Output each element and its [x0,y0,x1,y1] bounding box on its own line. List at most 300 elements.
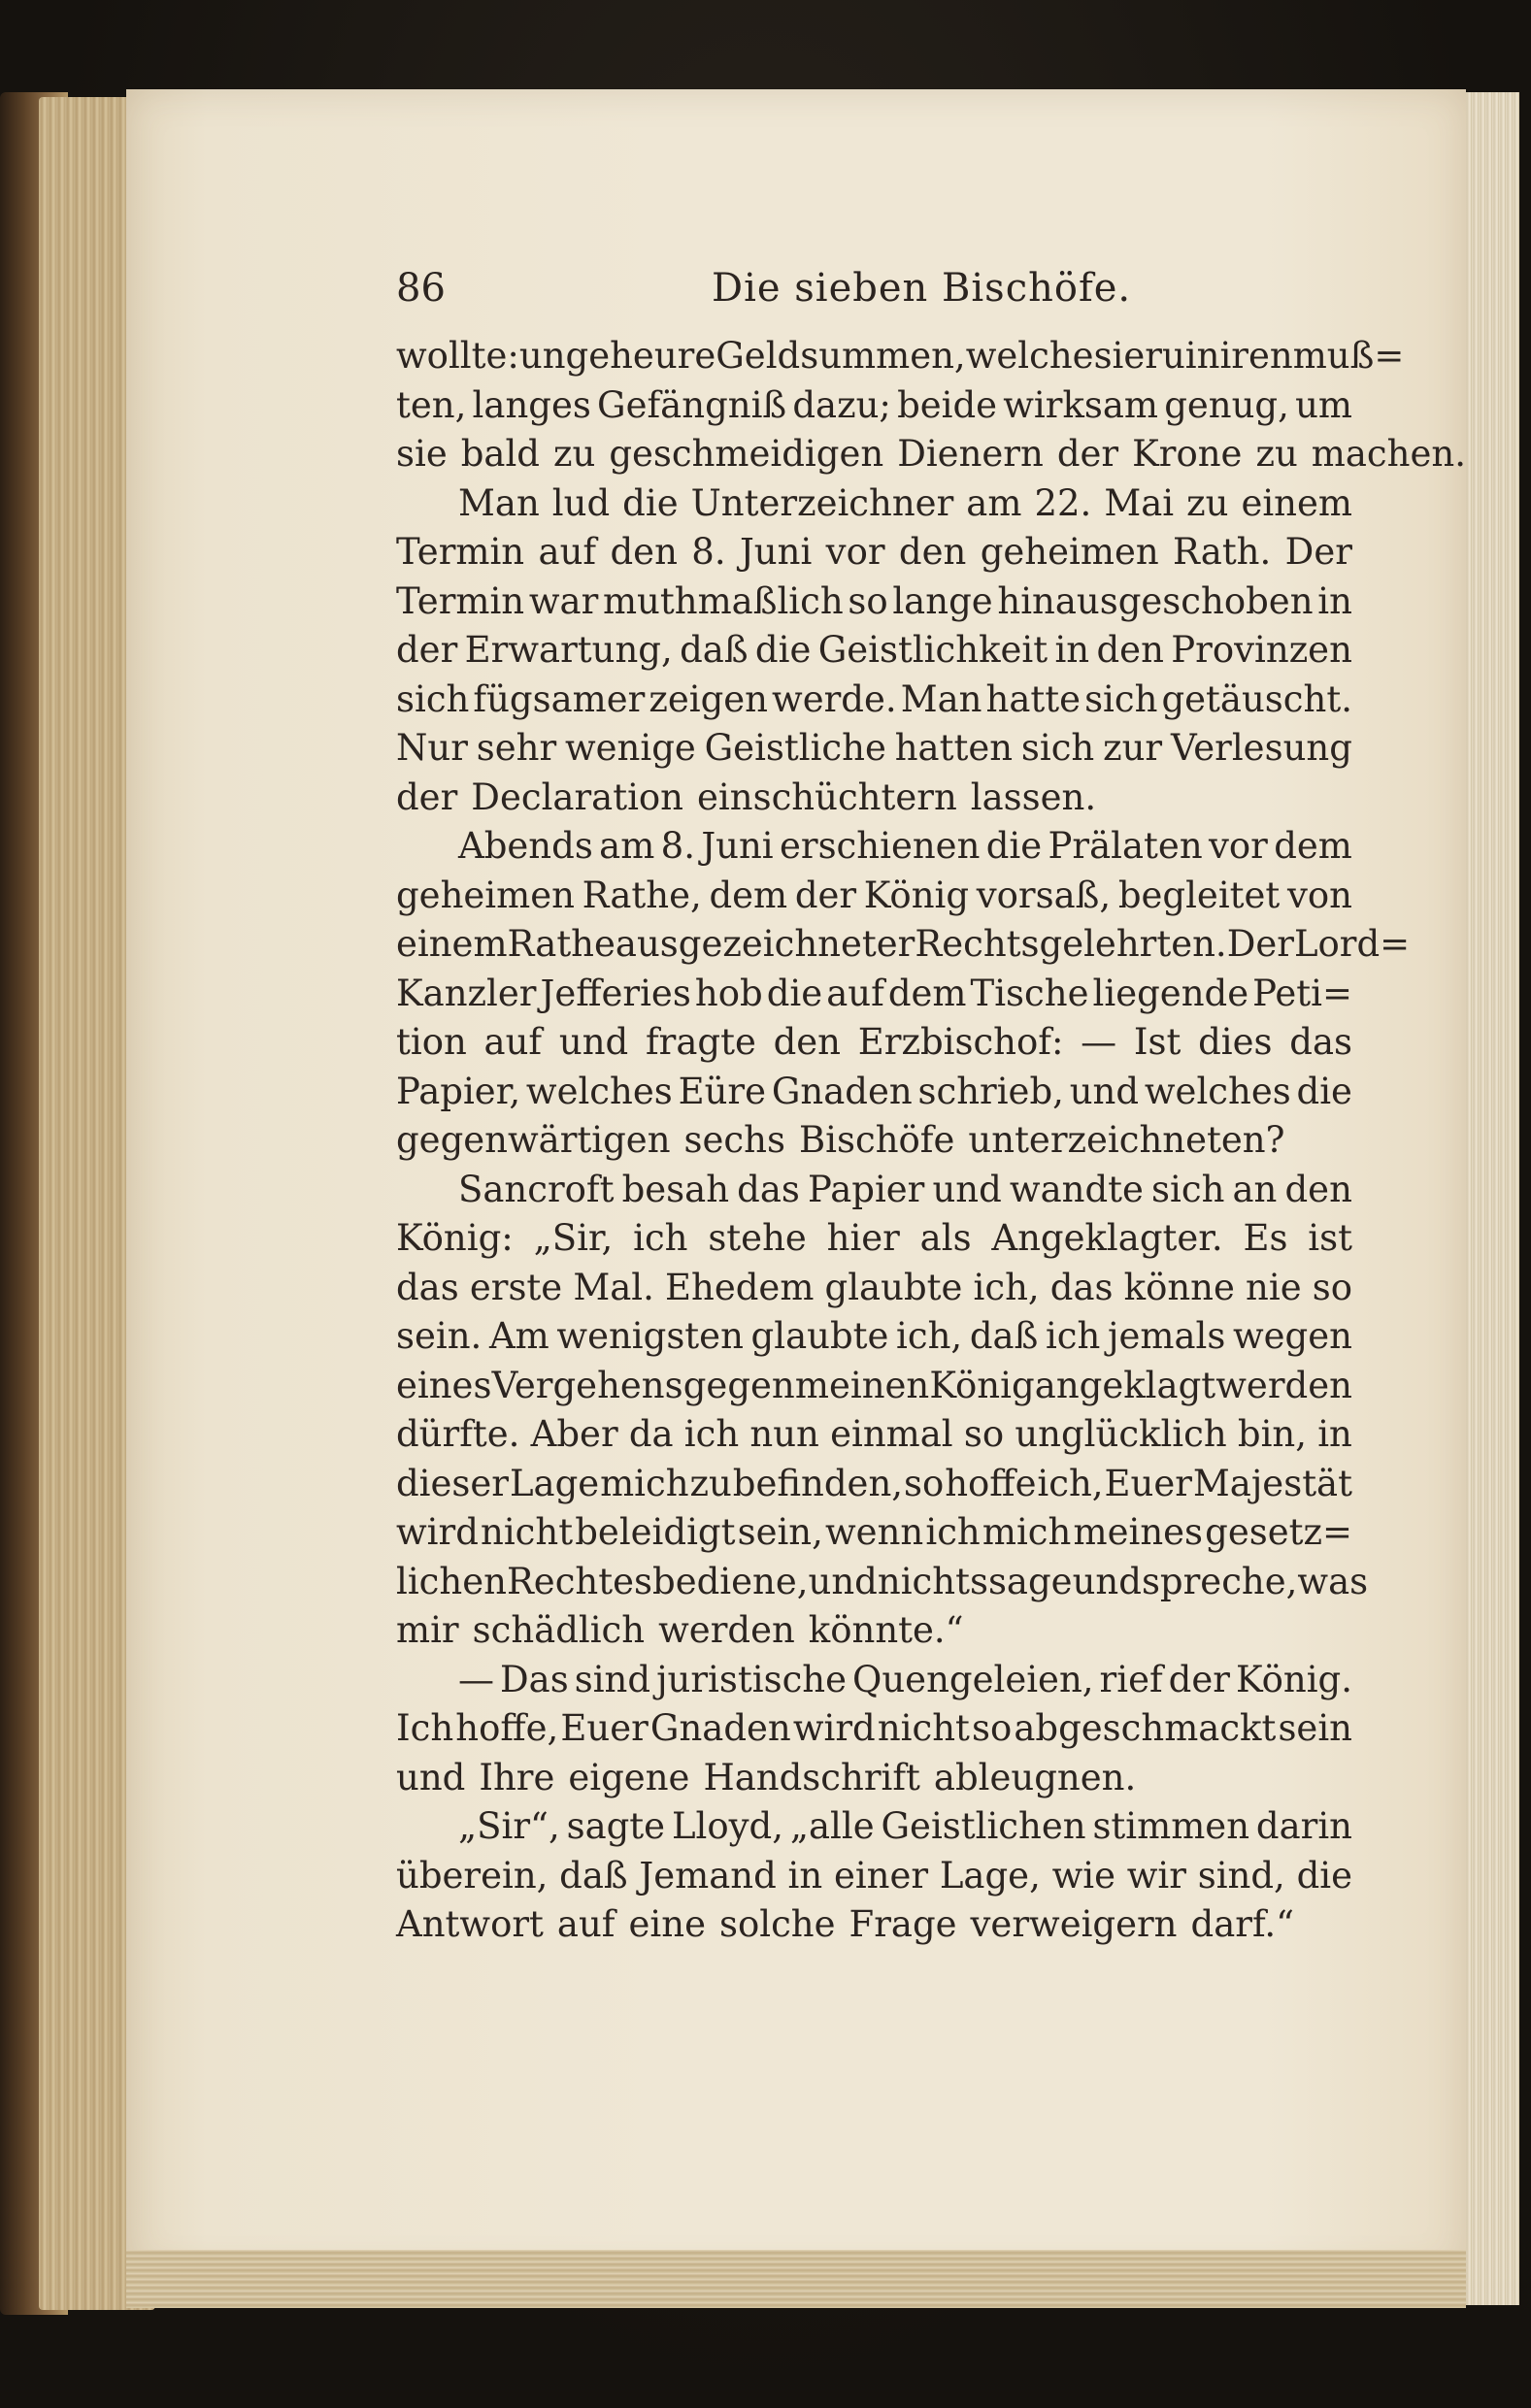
word: unglücklich [1015,1413,1227,1455]
word: dieser [396,1462,509,1504]
word: werden [658,1609,795,1651]
word: solche [718,1903,836,1945]
word: meinen [794,1364,930,1406]
word: sich [1151,1168,1225,1210]
word: in [1054,629,1090,671]
word: wird [792,1707,876,1749]
word: Quengeleien, [852,1658,1094,1700]
word: ich [633,1217,688,1259]
word: dazu; [792,383,891,426]
word: Mal. [573,1266,654,1308]
word: König [863,874,970,916]
text-line [396,1312,1352,1362]
word: Kanzler [396,972,537,1014]
page-stack-bottom [126,2250,1466,2308]
word: einmal [830,1413,953,1455]
word: Peti= [1252,972,1352,1014]
word: schädlich [472,1609,646,1651]
text-line [396,577,1352,627]
word: eigene [568,1756,690,1798]
word: sein, [737,1511,823,1553]
page-number: 86 [396,266,446,311]
text-line [396,822,1352,872]
word: beide [897,383,998,426]
word: Man [458,481,540,524]
word: welches [525,1070,673,1112]
text-line [396,1900,1352,1950]
word: Tische [970,972,1089,1014]
word: hatte [985,677,1082,720]
word: langes [472,383,591,426]
word: ich, [896,1315,963,1357]
text-line [396,528,1352,577]
word: — [1081,1021,1117,1063]
word: sage [987,1560,1073,1602]
word: gegenwärtigen [396,1119,671,1161]
word: die [1296,1854,1352,1897]
word: ist [1308,1217,1352,1259]
word: Angeklagter. [991,1217,1223,1259]
word: Jemand [639,1854,777,1897]
word: der [794,874,857,916]
word: vor [825,531,885,573]
word: Erzbischof: [857,1021,1064,1063]
word: mich [600,1462,689,1504]
word: Geistliche [704,727,886,769]
word: der [1168,1658,1230,1700]
word: Lord= [1293,923,1411,965]
word: dem [1274,825,1352,867]
text-line [396,1116,1352,1166]
word: als [919,1217,972,1259]
word: ich [925,1511,981,1553]
word: König [929,1364,1035,1406]
word: Erwartung, [464,629,673,671]
word: und [808,1560,878,1602]
word: könnte.“ [808,1609,964,1651]
word: die [754,629,812,671]
text-line [396,1068,1352,1117]
word: auf [556,1903,616,1945]
word: sehr [476,727,557,769]
word: Am [488,1315,549,1357]
word: Majestät [1192,1462,1352,1504]
text-line [396,1362,1352,1411]
word: 22. [1034,481,1092,524]
word: Ehedem [665,1266,815,1308]
word: 8. [691,531,726,573]
word: Gnaden [649,1707,791,1749]
word: Gnaden [771,1070,913,1112]
word: das [737,1168,800,1210]
word: Rathe [507,923,616,965]
word: Papier, [396,1070,521,1112]
word: Lage [509,1462,600,1504]
word: hob [694,972,763,1014]
word: Nur [396,727,468,769]
text-line [396,430,1466,479]
word: die [1296,1070,1352,1112]
word: bald [460,433,540,475]
word: Antwort [396,1903,544,1945]
word: zu [1186,481,1229,524]
word: ableugnen. [933,1756,1137,1798]
word: fragte [645,1021,756,1063]
word: König: [396,1217,514,1259]
word: ausgezeichneter [615,923,915,965]
word: der [396,629,458,671]
text-line [396,1018,1352,1068]
word: Euer [1104,1462,1192,1504]
word: so [1312,1266,1352,1308]
word: das [1049,1266,1114,1308]
word: Sancroft [458,1168,615,1210]
word: angeklagt [1034,1364,1216,1406]
word: glaubte [824,1266,963,1308]
word: so [963,1413,1005,1455]
word: fügsamer [473,677,646,720]
word: sein [1278,1707,1352,1749]
word: in [787,1854,823,1897]
word: hier [826,1217,900,1259]
word: sind, [1197,1854,1285,1897]
word: liegende [1092,972,1249,1014]
word: sechs [683,1119,785,1161]
word: Geistlichkeit [817,629,1048,671]
word: am [599,825,655,867]
word: Rathe, [582,874,702,916]
word: abgeschmackt [1014,1707,1277,1749]
word: glaubte [750,1315,889,1357]
text-line [396,872,1352,921]
word: Vergehens [491,1364,683,1406]
word: Abends [458,825,593,867]
text-line [396,479,1352,529]
word: so [971,1707,1013,1749]
word: Dienern [897,433,1044,475]
word: Handschrift [703,1756,920,1798]
word: werde. [772,677,897,720]
word: bediene, [652,1560,809,1602]
word: zu [552,433,596,475]
word: lassen. [970,775,1097,818]
word: jemals [1107,1315,1226,1357]
word: spreche, [1141,1560,1298,1602]
text-line [396,1852,1352,1901]
text-line [396,332,1405,381]
word: mich [982,1511,1072,1553]
word: lichen [396,1560,507,1602]
text-line [396,1606,1352,1656]
word: Lloyd, [671,1805,783,1847]
word: mir [396,1609,459,1651]
word: sich [396,677,470,720]
word: ungeheure [518,335,716,377]
word: Der [1284,531,1352,573]
word: wenige [564,727,696,769]
word: hatten [894,727,1014,769]
word: ten, [396,383,467,426]
word: eines [396,1364,492,1406]
text-line [396,1166,1352,1215]
word: war [528,579,599,622]
word: sich [1084,677,1158,720]
word: Frage [849,1903,957,1945]
word: zur [1103,727,1163,769]
word: um [1295,383,1352,426]
word: geheimen [396,874,575,916]
word: die [622,481,679,524]
word: an [1232,1168,1278,1210]
text-line [396,1558,1369,1607]
word: sind [574,1658,651,1700]
word: muthmaßlich [602,579,844,622]
word: tion [396,1021,467,1063]
word: Ist [1133,1021,1182,1063]
word: Ich [396,1707,454,1749]
word: darin [1255,1805,1352,1847]
word: meines [1073,1511,1204,1553]
word: König. [1235,1658,1352,1700]
word: wandte [1009,1168,1144,1210]
word: daß [559,1854,628,1897]
word: Rechtsgelehrten. [915,923,1227,965]
word: ruiniren [1145,335,1293,377]
word: und [932,1168,1002,1210]
word: von [1286,874,1352,916]
word: wenn [825,1511,924,1553]
word: Ihre [479,1756,555,1798]
text-line [396,1264,1352,1313]
word: muß= [1292,335,1405,377]
word: vorsaß, [976,874,1112,916]
word: wenigsten [556,1315,744,1357]
word: sie [396,433,448,475]
word: eine [628,1903,706,1945]
word: werden [1215,1364,1352,1406]
word: Bischöfe [798,1119,955,1161]
body-text [396,332,1466,1950]
word: nicht [877,1707,970,1749]
word: Unterzeichner [690,481,954,524]
word: auf [538,531,597,573]
text-line [396,1802,1352,1852]
word: das [1289,1021,1352,1063]
word: in [1317,1413,1352,1455]
word: wir [1126,1854,1186,1897]
word: „alle [789,1805,875,1847]
word: Euer [560,1707,649,1749]
word: und [558,1021,629,1063]
word: Das [500,1658,569,1700]
word: welches [1144,1070,1291,1112]
word: verweigern [970,1903,1178,1945]
word: 8. [660,825,695,867]
word: genug, [1164,383,1289,426]
word: den [1284,1168,1352,1210]
word: dürfte. [396,1413,520,1455]
header-title: Die sieben Bischöfe. [712,266,1132,311]
word: Es [1243,1217,1288,1259]
word: könne [1123,1266,1235,1308]
word: daß [680,629,749,671]
text-line [396,1214,1352,1264]
word: dem [709,874,788,916]
word: einschüchtern [697,775,957,818]
word: den [610,531,678,573]
word: nie [1246,1266,1302,1308]
word: stehe [708,1217,807,1259]
word: hinausgeschoben [997,579,1314,622]
word: den [773,1021,842,1063]
word: „Sir, [533,1217,614,1259]
word: schrieb, [917,1070,1064,1112]
text-line [396,724,1352,774]
word: Lage, [939,1854,1041,1897]
text-line [396,1410,1352,1460]
word: Verlesung [1170,727,1352,769]
word: Juni [701,825,774,867]
word: — [458,1658,494,1700]
word: ich [1045,1315,1101,1357]
word: dies [1198,1021,1273,1063]
word: ich, [973,1266,1040,1308]
word: besah [621,1168,730,1210]
word: machen. [1311,433,1466,475]
word: Termin [396,579,525,622]
text-line [396,1704,1352,1754]
word: erschienen [779,825,981,867]
text-line [396,1656,1352,1705]
text-line [396,970,1352,1019]
word: überein, [396,1854,549,1897]
word: wirksam [1003,383,1158,426]
word: befinden, [732,1462,904,1504]
text-line [396,920,1411,970]
word: und [396,1756,466,1798]
word: sein. [396,1315,483,1357]
word: da [628,1413,674,1455]
word: die [766,972,823,1014]
word: nicht [481,1511,574,1553]
word: einem [1241,481,1352,524]
word: am [966,481,1022,524]
word: hoffe, [455,1707,559,1749]
word: die [985,825,1043,867]
word: nichts [877,1560,988,1602]
word: Krone [1132,433,1243,475]
word: Der [1226,923,1294,965]
word: geschmeidigen [609,433,884,475]
word: auf [826,972,884,1014]
word: Rath. [1173,531,1272,573]
word: den [1096,629,1164,671]
word: zeigen [649,677,769,720]
text-line [396,381,1352,431]
word: Prälaten [1048,825,1203,867]
word: einer [833,1854,929,1897]
text-line [396,1508,1352,1558]
word: welche [965,335,1094,377]
word: das [396,1266,459,1308]
word: Juni [739,531,813,573]
running-head [396,254,1352,322]
word: bin, [1237,1413,1307,1455]
word: daß [969,1315,1039,1357]
word: Declaration [471,775,684,818]
word: dem [887,972,967,1014]
word: erste [469,1266,563,1308]
text-line [396,676,1352,725]
word: lange [892,579,993,622]
word: und [1069,1070,1140,1112]
word: ich, [1037,1462,1104,1504]
word: so [903,1462,945,1504]
word: wegen [1232,1315,1352,1357]
word: begleitet [1117,874,1281,916]
word: in [1317,579,1352,622]
word: Rechtes [506,1560,653,1602]
word: sie [1093,335,1146,377]
word: rief [1099,1658,1163,1700]
word: gegen [682,1364,795,1406]
word: geheimen [980,531,1159,573]
word: der [396,775,458,818]
word: Papier [807,1168,925,1210]
word: Gefängniß [597,383,787,426]
word: Eüre [678,1070,766,1112]
word: der [1056,433,1119,475]
word: Geldsummen, [716,335,966,377]
word: wird [396,1511,479,1553]
word: den [898,531,967,573]
word: juristische [656,1658,848,1700]
word: ich [683,1413,740,1455]
word: Provinzen [1171,629,1352,671]
word: und [1072,1560,1142,1602]
word: was [1297,1560,1369,1602]
word: Mai [1104,481,1175,524]
text-line [396,1754,1352,1803]
word: sagte [566,1805,666,1847]
word: beleidigt [575,1511,736,1553]
word: stimmen [1092,1805,1250,1847]
word: wollte: [396,335,519,377]
word: unterzeichneten? [968,1119,1285,1161]
word: einem [396,923,508,965]
word: Jefferies [540,972,691,1014]
word: gesetz= [1205,1511,1352,1553]
page-content [396,254,1466,1950]
word: wie [1051,1854,1115,1897]
word: „Sir“, [458,1805,560,1847]
word: zu [1255,433,1298,475]
word: nun [749,1413,819,1455]
word: auf [483,1021,543,1063]
word: Man [900,677,982,720]
word: Aber [530,1413,618,1455]
word: vor [1209,825,1268,867]
text-line [396,774,1352,823]
word: Geistlichen [881,1805,1086,1847]
word: zu [689,1462,732,1504]
word: hoffe [945,1462,1037,1504]
word: getäuscht. [1161,677,1352,720]
word: darf.“ [1190,1903,1295,1945]
word: sich [1020,727,1095,769]
text-line [396,626,1352,676]
word: Termin [396,531,525,573]
